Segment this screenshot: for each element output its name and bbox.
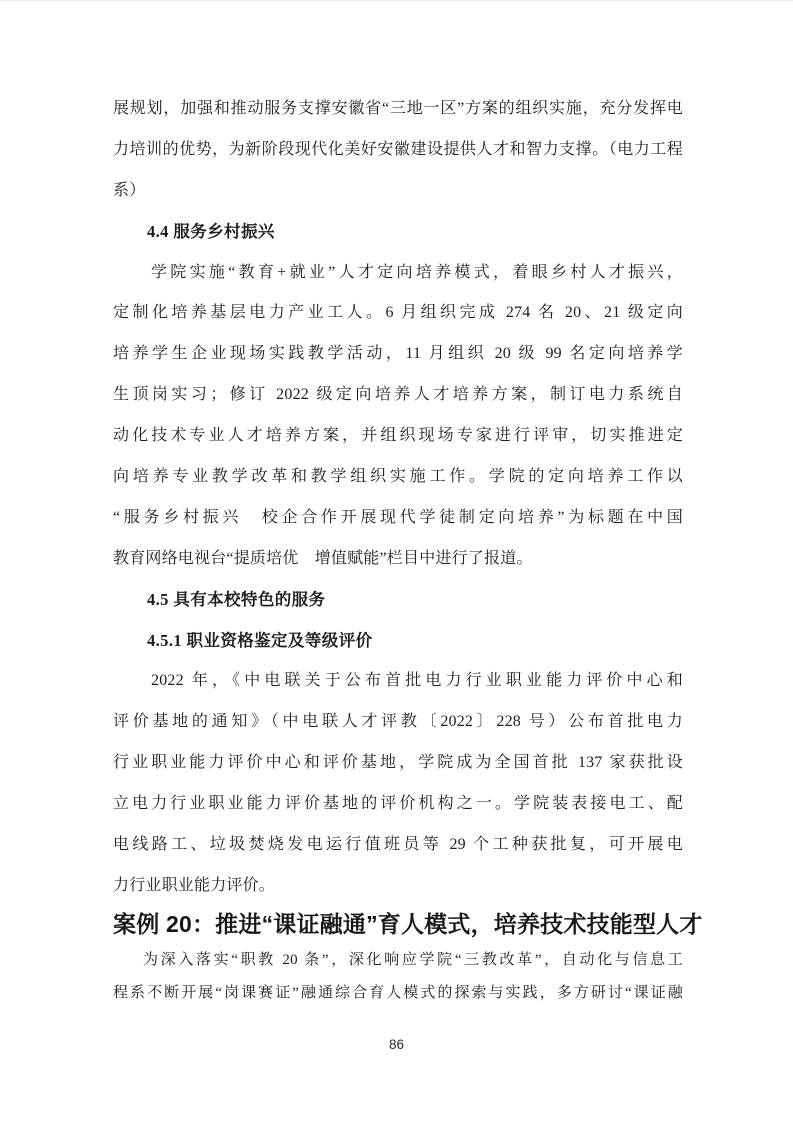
section-heading-4-5: 4.5 具有本校特色的服务	[147, 589, 326, 609]
text-line: 程系不断开展“岗课赛证”融通综合育人模式的探索与实践，多方研讨“课证融	[113, 985, 683, 1002]
text-line: 系）	[113, 181, 146, 199]
text-line: 动化技术专业人才培养方案，并组织现场专家进行评审，切实推进定	[113, 427, 683, 445]
text-line: 为深入落实“职教 20 条”，深化响应学院“三教改革”，自动化与信息工	[143, 951, 683, 968]
paragraph-rural-revitalization	[113, 253, 683, 580]
section-heading-4-4: 4.4 服务乡村振兴	[147, 221, 275, 241]
text-line: 教育网络电视台“提质培优 增值赋能”栏目中进行了报道。	[113, 549, 533, 567]
text-line: 向培养专业教学改革和教学组织实施工作。学院的定向培养工作以	[113, 468, 683, 486]
text-line: 培养学生企业现场实践教学活动，11 月组织 20 级 99 名定向培养学	[113, 345, 683, 363]
case-study-heading: 案例 20：推进“课证融通”育人模式，培养技术技能型人才	[113, 910, 703, 937]
paragraph-continuation	[113, 89, 683, 212]
text-line: 生顶岗实习；修订 2022 级定向培养人才培养方案，制订电力系统自	[113, 386, 683, 404]
text-line: 评价基地的通知》（中电联人才评教〔2022〕228 号）公布首批电力	[113, 713, 683, 731]
section-heading-4-5-1: 4.5.1 职业资格鉴定及等级评价	[147, 630, 373, 650]
page-number: 86	[388, 1037, 405, 1052]
text-line: 展规划，加强和推动服务支撑安徽省“三地一区”方案的组织实施，充分发挥电	[113, 100, 683, 117]
text-line: 立电力行业职业能力评价基地的评价机构之一。学院装表接电工、配	[113, 795, 683, 813]
text-line: 定制化培养基层电力产业工人。6 月组织完成 274 名 20、21 级定向	[113, 304, 683, 322]
paragraph-vocational-evaluation	[113, 661, 683, 906]
paragraph-case-study	[113, 944, 683, 1011]
document-content	[113, 89, 703, 1011]
text-line: 学院实施“教育+就业”人才定向培养模式，着眼乡村人才振兴，	[151, 263, 683, 281]
text-line: 力培训的优势，为新阶段现代化美好安徽建设提供人才和智力支撑。（电力工程	[113, 140, 683, 158]
text-line: 电线路工、垃圾焚烧发电运行值班员等 29 个工种获批复，可开展电	[113, 836, 683, 854]
text-line: “服务乡村振兴 校企合作开展现代学徒制定向培养”为标题在中国	[113, 508, 683, 526]
text-line: 行业职业能力评价中心和评价基地，学院成为全国首批 137 家获批设	[113, 754, 683, 772]
text-line: 2022 年，《中电联关于公布首批电力行业职业能力评价中心和	[151, 672, 683, 690]
text-line: 力行业职业能力评价。	[113, 876, 276, 894]
